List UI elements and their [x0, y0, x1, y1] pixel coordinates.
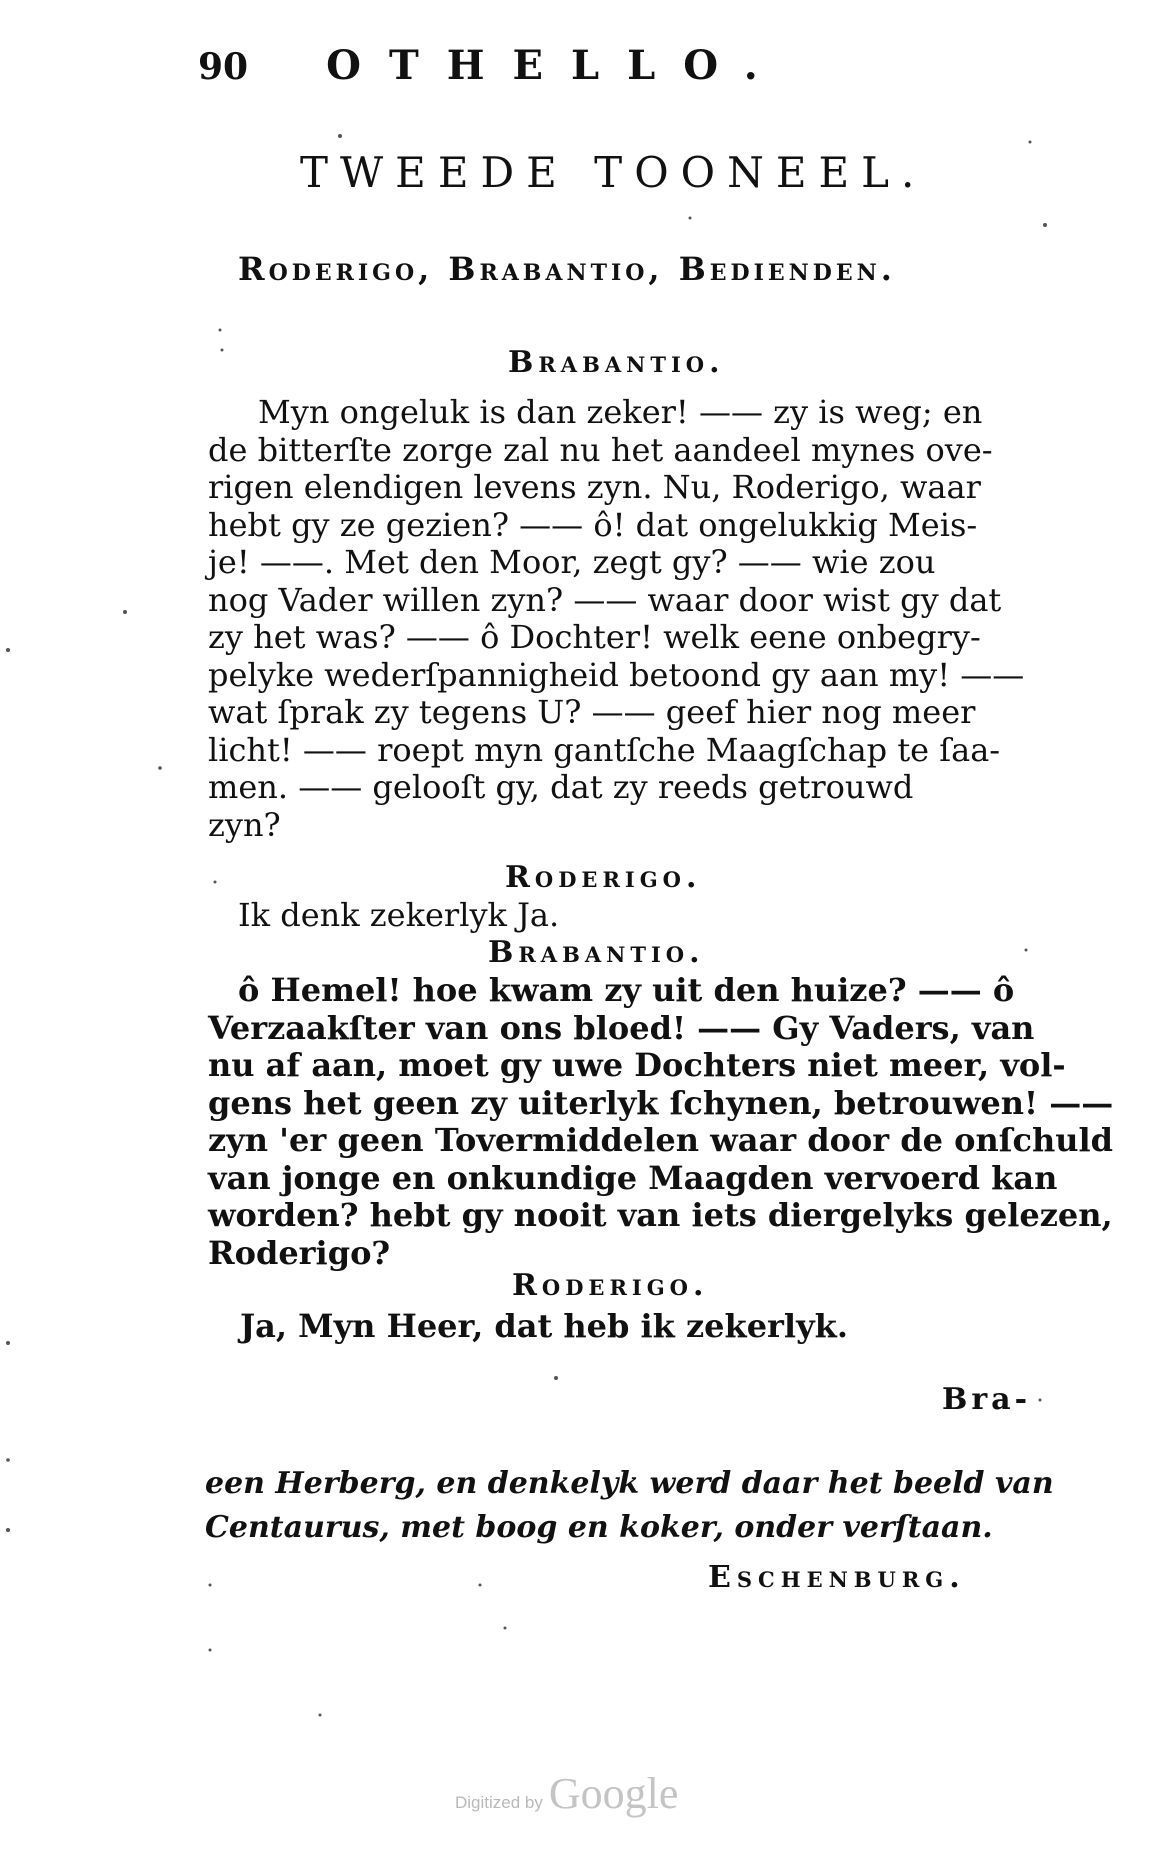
speech-block	[208, 971, 1114, 1272]
footnote-line: een Herberg, en denkelyk werd daar het beeld van	[205, 1466, 1054, 1501]
speaker-name: Brabantio.	[488, 935, 705, 970]
footnote	[205, 1462, 1054, 1550]
speech-line: worden? hebt gy nooit van iets diergelyks gelezen,	[208, 1196, 1113, 1234]
speech-line: Ja, Myn Heer, dat heb ik zekerlyk.	[240, 1307, 848, 1345]
speech-block	[238, 897, 1068, 935]
speech-line: men. —— gelooſt gy, dat zy reeds getrouwd	[208, 768, 914, 806]
speaker-name: Brabantio.	[508, 345, 725, 380]
speech-line: ô Hemel! hoe kwam zy uit den huize? —— ô	[238, 971, 1015, 1009]
speaker-name: Roderigo.	[505, 860, 702, 895]
footnote-line: Centaurus, met boog en koker, onder verſtaan.	[205, 1510, 993, 1545]
speech-line: zyn?	[208, 805, 281, 844]
speech-line: wat ſprak zy tegens U? —— geef hier nog meer	[208, 693, 976, 731]
digitization-watermark	[455, 1768, 678, 1819]
speech-line: van jonge en onkundige Maagden vervoerd kan	[208, 1158, 1058, 1197]
speech-line: Myn ongeluk is dan zeker! —— zy is weg; en	[258, 393, 983, 431]
footnote-author: Eschenburg.	[708, 1560, 966, 1595]
scene-title: TWEEDE TOONEEL.	[300, 148, 927, 197]
speech-line: Verzaakſter van ons bloed! —— Gy Vaders, van	[208, 1008, 1035, 1047]
speech-line: nog Vader willen zyn? —— waar door wist gy dat	[208, 580, 1002, 619]
scene-characters: Roderigo, Brabantio, Bedienden.	[238, 250, 896, 288]
speech-line: zyn 'er geen Tovermiddelen waar door de onſchuld	[208, 1121, 1114, 1159]
speech-line: nu af aan, moet gy uwe Dochters niet meer, vol-	[208, 1046, 1066, 1084]
speech-block	[208, 394, 1038, 844]
speech-line: Ik denk zekerlyk Ja.	[238, 896, 560, 934]
speech-line: je! ——. Met den Moor, zegt gy? —— wie zou	[208, 543, 936, 581]
speech-line: rigen elendigen levens zyn. Nu, Roderigo, waar	[208, 468, 981, 506]
running-title: OTHELLO.	[326, 42, 786, 89]
speech-line: licht! —— roept myn gantſche Maagſchap te ſaa-	[208, 730, 1001, 769]
speech-line: gens het geen zy uiterlyk ſchynen, betrouwen! ——	[208, 1083, 1114, 1122]
speaker-name: Roderigo.	[512, 1268, 709, 1303]
page-number: 90	[198, 46, 249, 88]
speech-line: Roderigo?	[208, 1233, 391, 1272]
speech-line: pelyke wederſpannigheid betoond gy aan my! ——	[208, 655, 1025, 694]
catchword: Bra-	[942, 1382, 1032, 1417]
watermark-prefix: Digitized by	[455, 1793, 543, 1812]
speech-block	[240, 1308, 1070, 1346]
speech-line: hebt gy ze gezien? —— ô! dat ongelukkig Meis-	[208, 505, 978, 544]
google-logo: Google	[548, 1769, 679, 1818]
running-header	[198, 42, 958, 102]
speech-line: zy het was? —— ô Dochter! welk eene onbegry-	[208, 618, 981, 656]
speech-line: de bitterſte zorge zal nu het aandeel mynes ove-	[208, 430, 993, 469]
